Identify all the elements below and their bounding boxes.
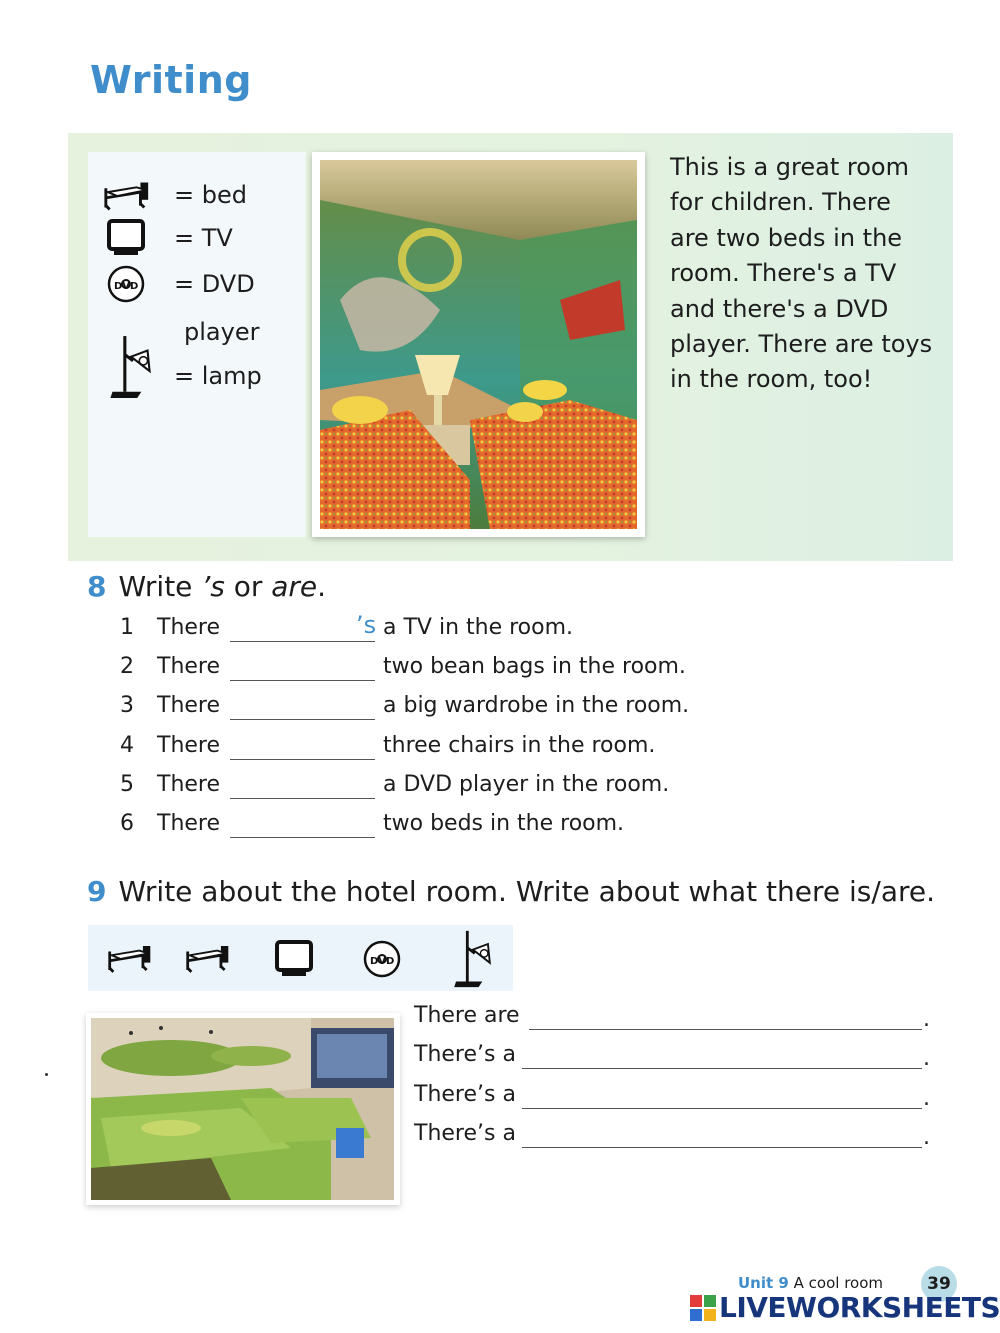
item-sentence: two beds in the room. [383, 811, 625, 836]
item-word: There [157, 654, 221, 679]
instruction-text: Write [118, 570, 202, 603]
stray-mark [45, 1073, 48, 1076]
logo-square [704, 1295, 716, 1307]
legend-label-bed: = bed [174, 181, 247, 209]
instruction-text: or [224, 570, 272, 603]
legend-item-dvd [106, 264, 255, 304]
answer-blank[interactable] [230, 641, 375, 642]
item-word: There [157, 811, 221, 836]
room-description [670, 150, 940, 398]
exercise-item [120, 693, 720, 723]
description-line: player. There are toys [670, 330, 933, 359]
unit-number: Unit 9 [738, 1274, 789, 1292]
tv-icon [274, 939, 314, 979]
page-number: 39 [921, 1266, 957, 1302]
writing-line [414, 1121, 934, 1151]
dvd-icon [106, 264, 146, 304]
unit-label [738, 1274, 883, 1292]
answer-blank[interactable] [230, 680, 375, 681]
legend-label-dvd-cont: player [184, 318, 260, 346]
exercise-number: 8 [87, 570, 107, 603]
item-sentence: three chairs in the room. [383, 733, 656, 758]
legend-item-tv [106, 218, 233, 258]
children-room-photo [312, 152, 645, 537]
bed-icon [106, 941, 154, 975]
children-room-illustration [320, 160, 637, 529]
item-number: 2 [120, 654, 134, 679]
description-line: This is a great room [670, 153, 909, 181]
section-title: Writing [90, 58, 252, 102]
instruction-text: Write about the hotel room. Write about what there is/are. [118, 875, 935, 908]
item-sentence: a DVD player in the room. [383, 772, 670, 797]
lamp-icon [450, 929, 494, 989]
writing-line [414, 1042, 934, 1072]
exercise-item [120, 811, 720, 841]
item-word: There [157, 772, 221, 797]
legend-label-lamp: = lamp [174, 362, 262, 390]
tv-icon [106, 218, 146, 258]
item-number: 5 [120, 772, 134, 797]
answer-line[interactable] [522, 1147, 922, 1148]
item-number: 3 [120, 693, 134, 718]
unit-title: A cool room [793, 1274, 883, 1292]
description-line: and there's a DVD [670, 294, 889, 323]
exercise-item [120, 772, 720, 802]
line-prompt: There’s a [414, 1082, 516, 1107]
brand-name: LIVEWORKSHEETS [719, 1291, 1000, 1324]
line-period: . [923, 1125, 930, 1150]
description-line: are two beds in the [670, 223, 903, 252]
legend-label-dvd: = DVD [174, 270, 255, 298]
item-number: 1 [120, 615, 134, 640]
answer-blank[interactable] [230, 837, 375, 838]
line-prompt: There’s a [414, 1121, 516, 1146]
icon-legend [88, 152, 306, 537]
bed-icon [184, 941, 232, 975]
item-sentence: a TV in the room. [383, 615, 574, 640]
line-period: . [923, 1086, 930, 1111]
brand-watermark [690, 1291, 1000, 1324]
exercise-item [120, 611, 720, 645]
item-word: There [157, 615, 221, 640]
answer-blank[interactable] [230, 719, 375, 720]
line-prompt: There are [414, 1003, 520, 1028]
answer-blank[interactable] [230, 759, 375, 760]
legend-item-lamp [106, 334, 262, 400]
instruction-s: ’s [201, 570, 225, 603]
description-line: in the room, too! [670, 365, 873, 394]
item-word: There [157, 693, 221, 718]
line-prompt: There’s a [414, 1042, 516, 1067]
icon-strip [88, 925, 513, 991]
dvd-icon [362, 939, 402, 979]
legend-label-tv: = TV [174, 224, 233, 252]
exercise-item [120, 654, 720, 684]
exercise-9-heading [87, 875, 935, 908]
instruction-are: are [271, 570, 318, 603]
line-period: . [923, 1007, 930, 1032]
legend-item-bed [102, 178, 247, 212]
bed-icon [102, 178, 152, 212]
logo-square [690, 1309, 702, 1321]
answer-blank[interactable] [230, 798, 375, 799]
answer-line[interactable] [529, 1029, 922, 1030]
answer-line[interactable] [522, 1068, 922, 1069]
item-number: 6 [120, 811, 134, 836]
brand-logo-icon [690, 1295, 716, 1321]
logo-square [690, 1295, 702, 1307]
line-period: . [923, 1046, 930, 1071]
hotel-room-illustration [91, 1018, 394, 1200]
logo-square [704, 1309, 716, 1321]
exercise-number: 9 [87, 875, 107, 908]
description-line: for children. There [670, 188, 891, 217]
item-sentence: two bean bags in the room. [383, 654, 686, 679]
hotel-room-photo [86, 1013, 400, 1205]
item-sentence: a big wardrobe in the room. [383, 693, 690, 718]
description-line: room. There's a TV [670, 259, 897, 288]
exercise-8-heading [87, 570, 326, 603]
answer-line[interactable] [522, 1108, 922, 1109]
answer-example: ’s [356, 611, 377, 639]
instruction-text: . [317, 570, 327, 603]
writing-line [414, 1082, 934, 1112]
writing-line [414, 1003, 934, 1033]
lamp-icon [106, 334, 154, 400]
exercise-item [120, 733, 720, 763]
item-word: There [157, 733, 221, 758]
item-number: 4 [120, 733, 134, 758]
